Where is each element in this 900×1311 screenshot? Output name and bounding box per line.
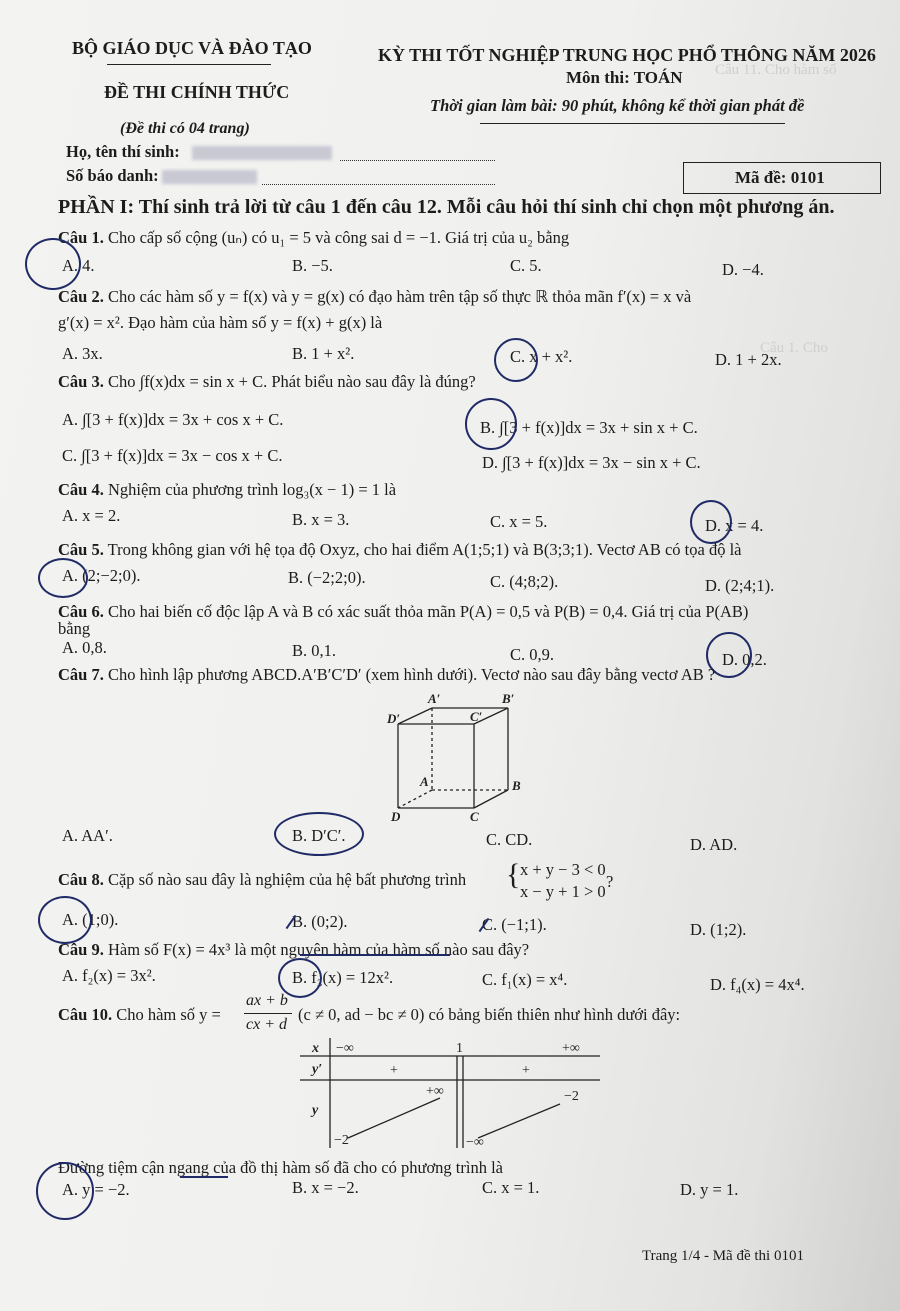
vertex-label: A	[420, 774, 429, 789]
question-6-line-2: bằng	[58, 619, 91, 638]
system-brace: {	[506, 858, 521, 891]
q8-option-d: D. (1;2).	[690, 920, 747, 939]
q10-option-d: D. y = 1.	[680, 1180, 739, 1199]
q5-option-c: C. (4;8;2).	[490, 572, 559, 591]
question-text: Cặp số nào sau đây là nghiệm của hệ bất phương trình	[107, 870, 467, 889]
q8-option-b: B. (0;2).	[292, 912, 348, 931]
question-5	[58, 540, 742, 560]
answer-circle-mark	[36, 1162, 94, 1220]
fraction-denominator: cx + d	[246, 1016, 287, 1033]
q6-option-a: A. 0,8.	[62, 638, 107, 657]
question-mark: ?	[606, 872, 614, 891]
question-text: Cho hai biến cố độc lập A và B có xác suất thỏa mãn P(A) = 0,5 và P(B) = 0,4. Giá trị của P(AB)	[107, 602, 749, 621]
q1-option-d: D. −4.	[722, 260, 764, 279]
name-dotted-line	[340, 160, 495, 161]
question-text: Trong không gian với hệ tọa độ Oxyz, cho hai điểm A(1;5;1) và B(3;3;1). Vectơ AB có tọa độ là	[107, 540, 742, 559]
q4-option-c: C. x = 5.	[490, 512, 548, 531]
question-1	[58, 228, 569, 248]
question-label: Câu 3.	[58, 372, 104, 391]
table-neg-infinity: −∞	[336, 1041, 354, 1056]
q2-option-a: A. 3x.	[62, 344, 103, 363]
q3-option-a: A. ∫[3 + f(x)]dx = 3x + cos x + C.	[62, 410, 284, 429]
vertex-label: C	[470, 809, 479, 824]
question-text: Cho ∫f(x)dx = sin x + C. Phát biểu nào sau đây là đúng?	[107, 372, 476, 391]
question-2-line-2: g′(x) = x². Đạo hàm của hàm số y = f(x) + g(x) là	[58, 313, 383, 332]
q7-option-c: C. CD.	[486, 830, 533, 849]
q6-option-b: B. 0,1.	[292, 641, 337, 660]
id-dotted-line	[262, 184, 495, 185]
table-sign-plus: +	[390, 1063, 398, 1078]
candidate-id-label: Số báo danh:	[66, 166, 159, 185]
question-10-prompt: Đường tiệm cận ngang của đồ thị hàm số đã cho có phương trình là	[58, 1158, 503, 1177]
q10-option-a: A. y = −2.	[62, 1180, 130, 1199]
q10-option-b: B. x = −2.	[292, 1178, 359, 1197]
official-label: ĐỀ THI CHÍNH THỨC	[104, 82, 290, 102]
q5-option-d: D. (2;4;1).	[705, 576, 775, 595]
answer-circle-mark	[274, 812, 364, 856]
cube-hidden-edge	[398, 790, 432, 808]
page-count: (Đề thi có 04 trang)	[120, 120, 250, 137]
vertex-label: C′	[470, 709, 483, 724]
candidate-name-label: Họ, tên thí sinh:	[66, 142, 180, 161]
vertex-label: B	[512, 778, 521, 793]
question-label: Câu 9.	[58, 940, 104, 959]
table-sign-plus: +	[522, 1063, 530, 1078]
answer-circle-mark	[38, 558, 88, 598]
question-label: Câu 5.	[58, 540, 104, 559]
q8-option-c: C. (−1;1).	[482, 915, 547, 934]
question-text: Cho hình lập phương ABCD.A′B′C′D′ (xem hình dưới). Vectơ nào sau đây bằng vectơ AB ?	[107, 665, 716, 684]
page-footer: Trang 1/4 - Mã đề thi 0101	[642, 1248, 804, 1264]
ministry-name: BỘ GIÁO DỤC VÀ ĐÀO TẠO	[72, 38, 312, 58]
system-inequality-2: x − y + 1 > 0	[520, 882, 606, 901]
q9-option-a: A. f₂(x) = 3x².	[62, 966, 156, 985]
cube-edge	[474, 790, 508, 808]
fraction-numerator: ax + b	[246, 992, 288, 1009]
question-10-condition: (c ≠ 0, ad − bc ≠ 0) có bảng biến thiên như hình dưới đây:	[298, 1005, 681, 1024]
q5-option-b: B. (−2;2;0).	[288, 568, 366, 587]
q1-option-a: A. 4.	[62, 256, 95, 275]
table-limit-neg-infinity: −∞	[466, 1135, 484, 1148]
answer-circle-mark	[465, 398, 517, 450]
q6-option-c: C. 0,9.	[510, 645, 555, 664]
question-6	[58, 602, 748, 622]
question-label: Câu 2.	[58, 287, 104, 306]
question-2	[58, 287, 691, 307]
redacted-id	[162, 170, 257, 184]
q3-option-c: C. ∫[3 + f(x)]dx = 3x − cos x + C.	[62, 446, 283, 465]
table-x-label: x	[312, 1041, 319, 1056]
q2-option-b: B. 1 + x².	[292, 344, 355, 363]
variation-arrow	[348, 1098, 440, 1138]
question-text: Cho cấp số cộng (uₙ) có u₁ = 5 và công sai d = −1. Giá trị của u₂ bằng	[107, 228, 570, 247]
bleed-through-text: Câu 11. Cho hàm số	[715, 62, 837, 78]
q5-option-a: A. (2;−2;0).	[62, 566, 141, 585]
redacted-name	[192, 146, 332, 160]
system-inequality-1: x + y − 3 < 0	[520, 860, 606, 879]
table-value-one: 1	[456, 1041, 463, 1056]
q9-option-d: D. f₄(x) = 4x⁴.	[710, 975, 805, 994]
answer-circle-mark	[25, 238, 81, 290]
variation-table	[300, 1038, 600, 1148]
fraction-bar	[244, 1013, 292, 1014]
question-label: Câu 4.	[58, 480, 104, 499]
question-text: Cho hàm số y =	[116, 1005, 221, 1024]
underline-mark	[180, 1176, 228, 1178]
table-limit-pos-infinity: +∞	[426, 1084, 444, 1099]
bleed-through-text: Câu 1. Cho	[760, 340, 828, 356]
q3-option-b: B. ∫[3 + f(x)]dx = 3x + sin x + C.	[480, 418, 698, 437]
answer-circle-mark	[690, 500, 732, 544]
vertex-label: D	[391, 809, 401, 824]
question-label: Câu 10.	[58, 1005, 113, 1024]
question-text: Nghiệm của phương trình log₃(x − 1) = 1 là	[107, 480, 397, 499]
question-4	[58, 480, 396, 500]
q1-option-c: C. 5.	[510, 256, 542, 275]
vertex-label: D′	[387, 711, 401, 726]
question-label: Câu 1.	[58, 228, 104, 247]
question-text: Cho các hàm số y = f(x) và y = g(x) có đạo hàm trên tập số thực ℝ thỏa mãn f′(x) = x và	[107, 287, 692, 306]
q8-option-a: A. (1;0).	[62, 910, 119, 929]
cube-figure	[380, 690, 530, 825]
table-limit-minus-2: −2	[564, 1089, 579, 1104]
underline-mark	[300, 954, 450, 956]
table-y-label: y	[312, 1103, 319, 1118]
vertex-label: B′	[502, 691, 515, 706]
question-label: Câu 6.	[58, 602, 104, 621]
part-one-heading: PHẦN I: Thí sinh trả lời từ câu 1 đến câu 12. Mỗi câu hỏi thí sinh chỉ chọn một phương án.	[58, 196, 835, 218]
q4-option-b: B. x = 3.	[292, 510, 350, 529]
question-7	[58, 665, 715, 685]
table-limit-minus-2: −2	[334, 1133, 349, 1148]
vertex-label: A′	[428, 691, 441, 706]
question-10	[58, 1005, 221, 1025]
q4-option-d: D. x = 4.	[705, 516, 764, 535]
q3-option-d: D. ∫[3 + f(x)]dx = 3x − sin x + C.	[482, 453, 701, 472]
exam-code: Mã đề: 0101	[735, 168, 825, 187]
q1-option-b: B. −5.	[292, 256, 333, 275]
q10-option-c: C. x = 1.	[482, 1178, 540, 1197]
q7-option-d: D. AD.	[690, 835, 738, 854]
table-pos-infinity: +∞	[562, 1041, 580, 1056]
table-yprime-label: y′	[312, 1062, 323, 1077]
question-text: Hàm số F(x) = 4x³ là một nguyên hàm của hàm số nào sau đây?	[107, 940, 530, 959]
question-9	[58, 940, 529, 960]
time-underline	[480, 123, 785, 124]
variation-arrow	[478, 1104, 560, 1138]
question-label: Câu 8.	[58, 870, 104, 889]
time-limit: Thời gian làm bài: 90 phút, không kể thời gian phát đề	[430, 96, 805, 115]
subject: Môn thi: TOÁN	[566, 68, 683, 87]
q7-option-a: A. AA′.	[62, 826, 113, 845]
cube-edge	[398, 708, 432, 724]
exam-title: KỲ THI TỐT NGHIỆP TRUNG HỌC PHỔ THÔNG NĂM 2026	[378, 45, 876, 65]
question-label: Câu 7.	[58, 665, 104, 684]
answer-circle-mark	[494, 338, 538, 382]
ministry-underline	[107, 64, 271, 65]
q2-option-d: D. 1 + 2x.	[715, 350, 782, 369]
question-8	[58, 870, 466, 890]
answer-circle-mark	[38, 896, 92, 944]
q7-option-b: B. D′C′.	[292, 826, 346, 845]
question-3	[58, 372, 476, 392]
q9-option-c: C. f₁(x) = x⁴.	[482, 970, 568, 989]
q4-option-a: A. x = 2.	[62, 506, 121, 525]
q9-option-b: B. f₃(x) = 12x².	[292, 968, 394, 987]
q6-option-d: D. 0,2.	[722, 650, 767, 669]
q2-option-c: C. x + x².	[510, 347, 573, 366]
